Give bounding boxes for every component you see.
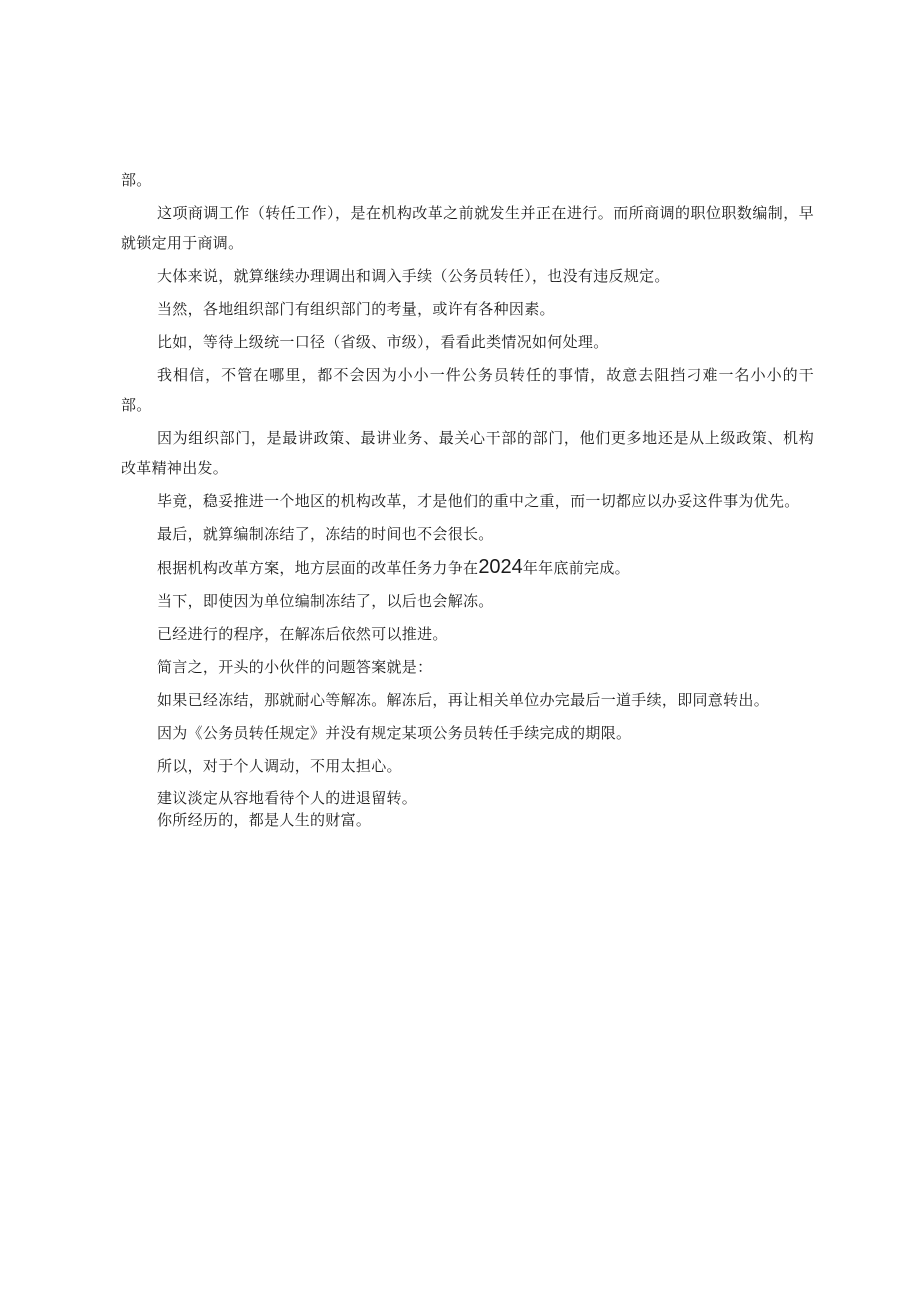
- reform-line-before: 根据机构改革方案，地方层面的改革任务力争在: [157, 559, 479, 577]
- document-body: [121, 165, 814, 831]
- paragraph-advice: 建议淡定从容地看待个人的进退留转。: [157, 789, 418, 807]
- paragraph-reform-deadline: [121, 552, 814, 583]
- reform-line-after: 年年底前完成。: [522, 559, 630, 577]
- paragraph-regulation: 因为《公务员转任规定》并没有规定某项公务员转任手续完成的期限。: [157, 724, 632, 742]
- paragraph-transfer-work: 这项商调工作（转任工作），是在机构改革之前就发生并正在进行。而所商调的职位职数编制，早就锁定用于商调。: [121, 204, 814, 252]
- paragraph-organization-department: 因为组织部门，是最讲政策、最讲业务、最关心干部的部门，他们更多地还是从上级政策、机构改革精神出发。: [121, 429, 814, 477]
- paragraph-answer: 如果已经冻结，那就耐心等解冻。解冻后，再让相关单位办完最后一道手续，即同意转出。: [157, 691, 770, 709]
- paragraph-closing: 你所经历的，都是人生的财富。: [157, 811, 372, 829]
- paragraph-no-violation: 大体来说，就算继续办理调出和调入手续（公务员转任），也没有违反规定。: [157, 267, 670, 285]
- paragraph-considerations: 当然，各地组织部门有组织部门的考量，或许有各种因素。: [157, 300, 555, 318]
- paragraph-reform-priority: 毕竟，稳妥推进一个地区的机构改革，才是他们的重中之重，而一切都应以办妥这件事为优先。: [157, 492, 800, 510]
- paragraph-belief: 我相信，不管在哪里，都不会因为小小一件公务员转任的事情，故意去阻挡刁难一名小小的干部。: [121, 366, 814, 414]
- paragraph-unfreeze: 当下，即使因为单位编制冻结了，以后也会解冻。: [157, 592, 494, 610]
- paragraph-procedure-continues: 已经进行的程序，在解冻后依然可以推进。: [157, 625, 448, 643]
- paragraph-no-worry: 所以，对于个人调动，不用太担心。: [157, 757, 402, 775]
- paragraph-unified-standard: 比如，等待上级统一口径（省级、市级），看看此类情况如何处理。: [157, 333, 609, 351]
- reform-year: 2024: [478, 556, 523, 578]
- paragraph-freeze-duration: 最后，就算编制冻结了，冻结的时间也不会很长。: [157, 525, 494, 543]
- paragraph-continuation: 部。: [121, 171, 152, 189]
- paragraph-summary: 简言之，开头的小伙伴的问题答案就是：: [157, 658, 433, 676]
